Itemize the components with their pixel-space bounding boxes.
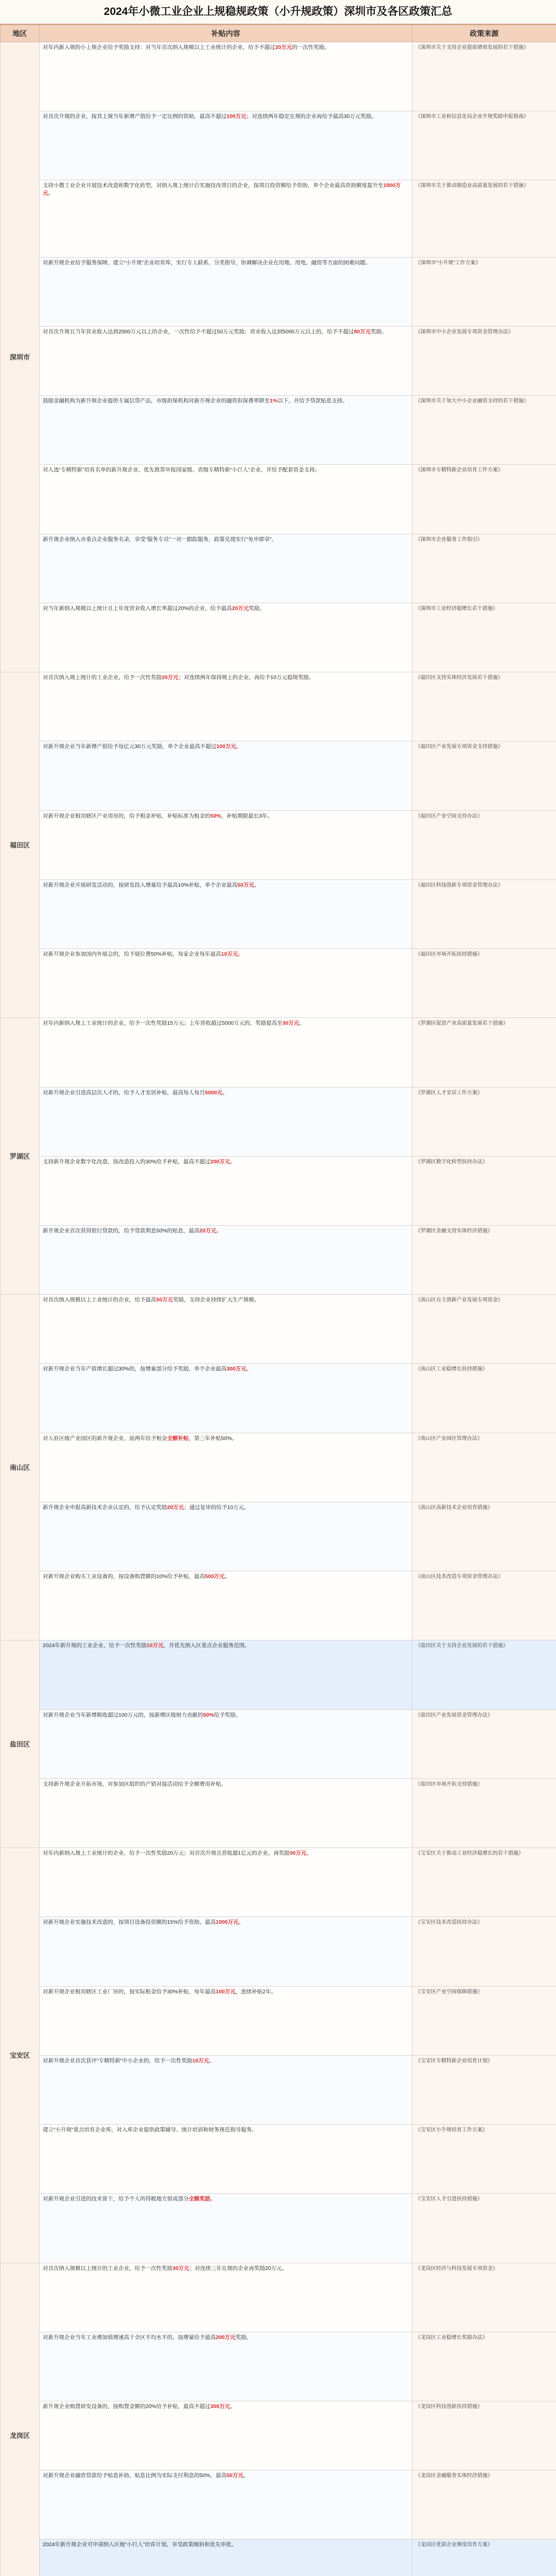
highlighted-amount: 10万元	[192, 2057, 210, 2064]
policy-source-cell: 《宝安区关于推动工业经济稳增长的若干措施》	[412, 1848, 556, 1917]
highlighted-amount: 50万元	[237, 882, 254, 888]
table-body	[1, 42, 556, 2576]
policy-source-cell: 《龙岗区科技创新扶持措施》	[412, 2401, 556, 2470]
policy-source-cell: 《深圳市工业经济稳增长若干措施》	[412, 603, 556, 672]
table-header-row	[1, 25, 556, 42]
policy-source-cell: 《南山区产业园区管理办法》	[412, 1433, 556, 1502]
highlighted-amount: 30万元	[282, 1020, 300, 1027]
highlighted-amount: 20万元	[167, 1504, 184, 1511]
table-row	[1, 2539, 556, 2576]
subsidy-content-cell: 对新升规企业给予服务保障，建立“小升规”企业培育库，实行专人联系、分类指导，协调解决企业在用地、用电、融资等方面的困难问题。	[40, 257, 412, 326]
highlighted-amount: 10万元	[221, 951, 238, 958]
subsidy-content-cell: 对年内新纳入规上工业统计的企业，给予一次性奖励15万元；上年营收超过5000万元的，奖励提高至30万元。	[40, 1018, 412, 1087]
subsidy-content-cell: 新升规企业首次获得银行贷款的，给予贷款利息50%的贴息，最高20万元。	[40, 1225, 412, 1294]
region-cell: 罗湖区	[1, 1018, 40, 1295]
policy-source-cell: 《宝安区技术改造扶持办法》	[412, 1917, 556, 1986]
region-cell: 福田区	[1, 672, 40, 1018]
highlighted-amount: 300万元	[227, 1366, 247, 1372]
table-row	[1, 257, 556, 326]
policy-source-cell: 《罗湖区金融支持实体经济措施》	[412, 1225, 556, 1294]
policy-source-cell: 《深圳市“小升规”工作方案》	[412, 257, 556, 326]
subsidy-content-cell: 对新升规企业实施技术改造的，按项目设备投资额的15%给予资助，最高1000万元。	[40, 1917, 412, 1986]
region-cell: 深圳市	[1, 42, 40, 672]
policy-source-cell: 《宝安区产业空间保障措施》	[412, 1986, 556, 2055]
table-row	[1, 672, 556, 741]
policy-source-cell: 《福田区产业空间支持办法》	[412, 810, 556, 879]
policy-source-cell: 《宝安区人才引进扶持措施》	[412, 2194, 556, 2263]
region-cell: 龙岗区	[1, 2263, 40, 2576]
table-row	[1, 1502, 556, 1571]
subsidy-content-cell: 对首次升规且当年营业收入达到2000万元以上的企业，一次性给予不超过50万元奖励；营业收入达到5000万元以上的，给予不超过80万元奖励。	[40, 326, 412, 395]
policy-source-cell: 《罗湖区人才安居工作方案》	[412, 1087, 556, 1156]
table-row	[1, 1018, 556, 1087]
subsidy-content-cell: 建立“小升规”重点培育企业库，对入库企业提供政策辅导、统计培训和财务规范指导服务。	[40, 2125, 412, 2194]
policy-source-cell: 《龙岗区优质企业梯度培育方案》	[412, 2539, 556, 2576]
highlighted-amount: 30万元	[172, 2265, 189, 2272]
table-row	[1, 1986, 556, 2055]
subsidy-content-cell: 新升规企业申报高新技术企业认定的，给予认定奖励20万元；通过复审的给予10万元。	[40, 1502, 412, 1571]
subsidy-content-cell: 对新升规企业当年产值增长超过30%的，按增量部分给予奖励，单个企业最高300万元。	[40, 1364, 412, 1433]
highlighted-amount: 50万元	[227, 2472, 244, 2479]
table-row	[1, 810, 556, 879]
table-row	[1, 1917, 556, 1986]
table-row	[1, 2332, 556, 2401]
highlighted-amount: 5000元	[205, 1089, 222, 1096]
policy-source-cell: 《龙岗区工业稳增长奖励办法》	[412, 2332, 556, 2401]
policy-source-cell: 《罗湖区促进产业高质量发展若干措施》	[412, 1018, 556, 1087]
region-cell: 盐田区	[1, 1640, 40, 1848]
highlighted-amount: 50万元	[156, 1297, 173, 1303]
subsidy-content-cell: 对当年新纳入规模以上统计且上年度营业收入增长率超过20%的企业，给予最高20万元奖励。	[40, 603, 412, 672]
column-header-docs: 政策来源	[412, 25, 556, 42]
policy-source-cell: 《南山区自主创新产业发展专项资金》	[412, 1295, 556, 1364]
policy-source-cell: 《盐田区产业发展资金管理办法》	[412, 1709, 556, 1778]
table-row	[1, 1364, 556, 1433]
subsidy-content-cell: 对新升规企业首次获评“专精特新”中小企业的，给予一次性奖励10万元。	[40, 2055, 412, 2124]
policy-source-cell: 《福田区产业发展专项资金支持措施》	[412, 741, 556, 810]
table-row	[1, 465, 556, 534]
policy-source-cell: 《福田区支持实体经济发展若干措施》	[412, 672, 556, 741]
table-row	[1, 42, 556, 111]
table-row	[1, 2263, 556, 2332]
page-title: 2024年小微工业企业上规稳规政策（小升规政策）深圳市及各区政策汇总	[0, 0, 556, 25]
policy-source-cell: 《福田区市场开拓扶持措施》	[412, 949, 556, 1018]
table-row	[1, 1156, 556, 1225]
policy-source-cell: 《深圳市专精特新企业培育工作方案》	[412, 465, 556, 534]
highlighted-amount: 200万元	[216, 2334, 236, 2341]
subsidy-content-cell: 对新升规企业租用辖区产业用房的，给予租金补贴，补贴标准为租金的50%，补贴期限最长3年。	[40, 810, 412, 879]
region-cell: 南山区	[1, 1295, 40, 1640]
policy-source-cell: 《盐田区关于支持企业发展的若干措施》	[412, 1640, 556, 1709]
subsidy-content-cell: 鼓励金融机构为新升规企业提供专属信贷产品，市级担保机构对新升规企业的融资担保费率降至1%以下，并给予贷款贴息支持。	[40, 396, 412, 465]
policy-source-cell: 《深圳市关于加大中小企业融资支持的若干措施》	[412, 396, 556, 465]
highlighted-amount: 全额奖励	[188, 2196, 211, 2202]
table-row	[1, 2401, 556, 2470]
policy-table	[0, 25, 556, 2576]
subsidy-content-cell: 对新升规企业参加国内外展会的，给予展位费50%补贴，每家企业每年最高10万元。	[40, 949, 412, 1018]
column-header-content: 补贴内容	[40, 25, 412, 42]
table-row	[1, 1709, 556, 1778]
highlighted-amount: 1000万元	[216, 1919, 239, 1926]
highlighted-amount: 全额补贴	[167, 1435, 189, 1442]
policy-source-cell: 《盐田区市场开拓支持措施》	[412, 1778, 556, 1848]
subsidy-content-cell: 对年内新入规的小上规企业给予奖励支持：对当年首次纳入规模以上工业统计的企业，给予不超过20万元的一次性奖励。	[40, 42, 412, 111]
table-row	[1, 1571, 556, 1640]
table-row	[1, 603, 556, 672]
subsidy-content-cell: 对新升规企业租用辖区工业厂房的，按实际租金给予30%补贴，每年最高100万元，连续补贴2年。	[40, 1986, 412, 2055]
table-row	[1, 2194, 556, 2263]
table-row	[1, 396, 556, 465]
subsidy-content-cell: 对新升规企业当年工业增加值增速高于全区平均水平的，按增量给予最高200万元奖励。	[40, 2332, 412, 2401]
subsidy-content-cell: 对新升规企业当年新增税收超过100万元的，按新增区级财力贡献的50%给予奖励。	[40, 1709, 412, 1778]
subsidy-content-cell: 对新升规企业当年新增产值给予每亿元30万元奖励，单个企业最高不超过100万元。	[40, 741, 412, 810]
policy-source-cell: 《福田区科技创新专项资金管理办法》	[412, 879, 556, 948]
column-header-region: 地区	[1, 25, 40, 42]
policy-source-cell: 《南山区技术改造专项资金管理办法》	[412, 1571, 556, 1640]
highlighted-amount: 200万元	[210, 1158, 231, 1165]
policy-source-cell: 《龙岗区经济与科技发展专项资金》	[412, 2263, 556, 2332]
highlighted-amount: 300万元	[210, 2403, 231, 2410]
table-row	[1, 1087, 556, 1156]
highlighted-amount: 500万元	[205, 1573, 225, 1580]
highlighted-amount: 50%	[203, 1711, 214, 1718]
table-row	[1, 2055, 556, 2124]
policy-source-cell: 《罗湖区数字化转型扶持办法》	[412, 1156, 556, 1225]
policy-source-cell: 《深圳市关于支持企业提质增效发展的若干措施》	[412, 42, 556, 111]
subsidy-content-cell: 新升规企业购置研发设备的，按购置金额的20%给予补贴，最高不超过300万元。	[40, 2401, 412, 2470]
highlighted-amount: 20万元	[199, 1227, 217, 1234]
subsidy-content-cell: 2024年新升规的工业企业，给予一次性奖励10万元，并优先纳入区重点企业服务范围。	[40, 1640, 412, 1709]
table-row	[1, 949, 556, 1018]
table-row	[1, 1640, 556, 1709]
subsidy-content-cell: 支持新升规企业开拓市场，对参加区组织的产销对接活动给予全额费用补贴。	[40, 1778, 412, 1848]
subsidy-content-cell: 对新升规企业融资贷款给予贴息补助，贴息比例为实际支付利息的50%，最高50万元。	[40, 2470, 412, 2539]
subsidy-content-cell: 新升规企业纳入市重点企业服务名录，享受“服务专员”一对一跟踪服务，政策兑现实行“免申即享”。	[40, 534, 412, 603]
subsidy-content-cell: 对首次纳入规模以上统计的工业企业，给予一次性奖励30万元；对连续三年在规的企业再奖励20万元。	[40, 2263, 412, 2332]
highlighted-amount: 100万元	[216, 743, 236, 750]
subsidy-content-cell: 对入选“专精特新”培育名单的新升规企业，优先推荐申报国家级、省级专精特新“小巨人”企业，并给予配套资金支持。	[40, 465, 412, 534]
highlighted-amount: 30万元	[289, 1850, 307, 1857]
subsidy-content-cell: 对首次纳入规模以上工业统计的企业，给予最高50万元奖励，支持企业持续扩大生产规模。	[40, 1295, 412, 1364]
region-cell: 宝安区	[1, 1848, 40, 2263]
highlighted-amount: 20万元	[275, 44, 292, 50]
table-row	[1, 534, 556, 603]
table-row	[1, 180, 556, 257]
subsidy-content-cell: 对入驻区级产业园区的新升规企业，前两年给予租金全额补贴，第三年补贴50%。	[40, 1433, 412, 1502]
highlighted-amount: 10万元	[146, 1642, 164, 1649]
highlighted-amount: 100万元	[216, 1988, 236, 1995]
subsidy-content-cell: 对年内新纳入规上工业统计的企业，给予一次性奖励20万元；对首次升规且营收超1亿元的企业，再奖励30万元。	[40, 1848, 412, 1917]
policy-source-cell: 《龙岗区金融服务实体经济措施》	[412, 2470, 556, 2539]
highlighted-amount: 1000万元	[43, 182, 401, 197]
subsidy-content-cell: 对新升规企业开展研发活动的，按研发投入增量给予最高10%补贴，单个企业最高50万元。	[40, 879, 412, 948]
table-row	[1, 1433, 556, 1502]
table-row	[1, 2470, 556, 2539]
table-row	[1, 879, 556, 948]
highlighted-amount: 80万元	[354, 328, 371, 335]
subsidy-content-cell: 支持小微工业企业开展技术改造和数字化转型，对纳入规上统计后实施技改项目的企业，按项目投资额给予资助，单个企业最高资助额度提升至1000万元。	[40, 180, 412, 257]
policy-source-cell: 《深圳市关于推动制造业高质量发展的若干措施》	[412, 180, 556, 257]
highlighted-amount: 20万元	[162, 674, 179, 681]
subsidy-content-cell: 对新升规企业引进高层次人才的，给予人才安居补贴，最高每人每月5000元。	[40, 1087, 412, 1156]
policy-source-cell: 《深圳市中小企业发展专项资金管理办法》	[412, 326, 556, 395]
highlighted-amount: 20万元	[232, 605, 249, 612]
table-row	[1, 741, 556, 810]
table-row	[1, 1778, 556, 1848]
policy-source-cell: 《宝安区专精特新企业培育计划》	[412, 2055, 556, 2124]
table-row	[1, 1295, 556, 1364]
subsidy-content-cell: 对新升规企业购买工业设备的，按设备购置额的10%给予补贴，最高500万元。	[40, 1571, 412, 1640]
policy-source-cell: 《南山区高新技术企业培育措施》	[412, 1502, 556, 1571]
policy-source-cell: 《深圳市工业和信息化局企业升规奖励申报指南》	[412, 111, 556, 180]
table-row	[1, 1225, 556, 1294]
table-row	[1, 111, 556, 180]
highlighted-amount: 50%	[210, 812, 221, 819]
table-row	[1, 1848, 556, 1917]
highlighted-amount: 100万元	[227, 113, 247, 120]
policy-source-cell: 《宝安区小升规培育工作方案》	[412, 2125, 556, 2194]
subsidy-content-cell: 对首次升规的企业，按其上规当年新增产值给予一定比例的资助，最高不超过100万元；对连续两年稳定在规的企业再给予最高30万元奖励。	[40, 111, 412, 180]
subsidy-content-cell: 支持新升规企业数字化改造，按改造投入的30%给予补贴，最高不超过200万元。	[40, 1156, 412, 1225]
policy-source-cell: 《南山区工业稳增长扶持措施》	[412, 1364, 556, 1433]
subsidy-content-cell: 2024年新升规企业可申请纳入区级“小巨人”培育计划，享受政策倾斜和优先审批。	[40, 2539, 412, 2576]
table-row	[1, 326, 556, 395]
subsidy-content-cell: 对新升规企业引进的技术骨干，给予个人所得税地方留成部分全额奖励。	[40, 2194, 412, 2263]
highlighted-amount: 1%	[270, 398, 278, 404]
subsidy-content-cell: 对首次纳入规上统计的工业企业，给予一次性奖励20万元；对连续两年保持规上的企业，再给予10万元稳规奖励。	[40, 672, 412, 741]
table-row	[1, 2125, 556, 2194]
policy-source-cell: 《深圳市企业服务工作指引》	[412, 534, 556, 603]
